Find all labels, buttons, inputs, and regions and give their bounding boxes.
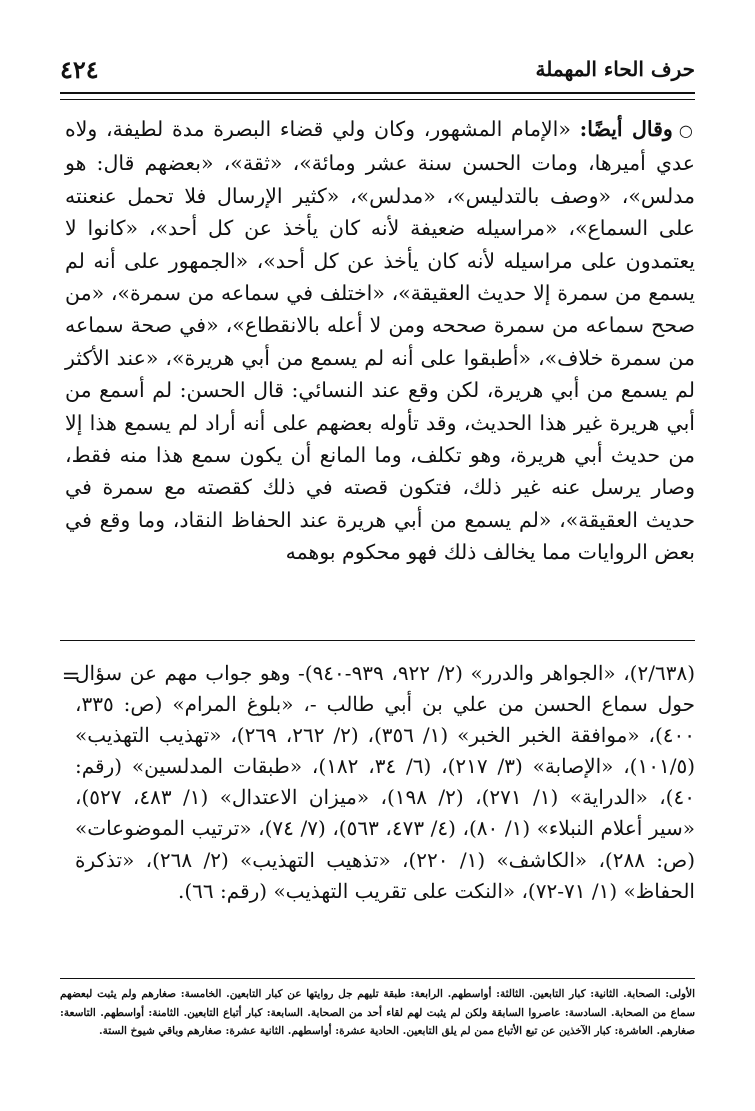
header-rule xyxy=(60,92,695,100)
footnote-separator xyxy=(60,640,695,641)
footnote-continuation-marker: = xyxy=(61,664,80,689)
footnote-text: (٢/٦٣٨)، «الجواهر والدرر» (٢/ ٩٢٢، ٩٣٩-٩٤٠)- وهو جواب مهم عن سؤال حول سماع الحسن من علي بن أبي طالب -، «بلوغ المرام» (ص: ٣٣٥، ٤٠٠)، «موافقة الخبر الخبر» (١/ ٣٥٦)، (٢/ ٢٦٢، ٢٦٩)، «تهذيب التهذيب» (١٠١/٥)، «الإصابة» (٣/ ٢١٧)، (٦/ ٣٤، ١٨٢)، «طبقات المدلسين» (رقم: ٤٠)، «الدراية» (١/ ٢٧١)، (٢/ ١٩٨)، «ميزان الاعتدال» (١/ ٤٨٣، ٥٢٧)، «سير أعلام النبلاء» (١/ ٨٠)، (٤/ ٤٧٣، ٥٦٣)، (٧/ ٧٤)، «ترتيب الموضوعات» (ص: ٢٨٨)، «الكاشف» (١/ ٢٢٠)، «تذهيب التهذيب» (٢/ ٢٦٨)، «تذكرة الحفاظ» (١/ ٧١-٧٢)، «النكت على تقريب التهذيب» (رقم: ٦٦). xyxy=(75,661,696,903)
entry-paragraph xyxy=(65,113,695,569)
bottom-separator xyxy=(60,978,695,979)
entry-lead: وقال أيضًا: xyxy=(579,117,673,141)
narrator-levels-note: الأولى: الصحابة. الثانية: كبار التابعين. الثالثة: أواسطهم. الرابعة: طبقة تليهم جل روايتها عن كبار التابعين. الخامسة: صغارهم ولم يثبت لبعضهم سماع من الصحابة. السادسة: عاصروا السابقة ولكن لم يثبت لهم لقاء أحد من الصحابة. السابعة: كبار أتباع التابعين. الثامنة: أواسطهم. التاسعة: صغارهم. العاشرة: كبار الآخذين عن تبع الأتباع ممن لم يلق التابعين. الحادية عشرة: أواسطهم. الثانية عشرة: صغارهم وباقي شيوخ الستة. xyxy=(60,988,695,1037)
running-header xyxy=(60,55,695,87)
bullet-icon: ○ xyxy=(678,121,695,140)
chapter-title: حرف الحاء المهملة xyxy=(535,57,695,81)
entry-text: «الإمام المشهور، وكان ولي قضاء البصرة مدة لطيفة، ولاه عدي أميرها، ومات الحسن سنة عشر ومائة»، «ثقة»، «بعضهم قال: هو مدلس»، «وصف بالتدليس»، «مدلس»، «كثير الإرسال فلا تحمل عنعنته على السماع»، «مراسيله ضعيفة لأنه كان يأخذ عن كل أحد»، «كانوا لا يعتمدون على مراسيله لأنه كان يأخذ عن كل أحد»، «الجمهور على أنه لم يسمع من سمرة إلا حديث العقيقة»، «اختلف في سماعه من سمرة»، «من صحح سماعه من سمرة صححه ومن لا أعله بالانقطاع»، «في صحة سماعه من سمرة خلاف»، «أطبقوا على أنه لم يسمع من أبي هريرة»، «عند الأكثر لم يسمع من أبي هريرة، لكن وقع عند النسائي: قال الحسن: لم أسمع من أبي هريرة غير هذا الحديث، وقد تأوله بعضهم على أنه أراد لم يسمع هذا إلا من حديث أبي هريرة، وهو تكلف، وما المانع أن يكون سمع هذا منه فقط، وصار يرسل عنه غير ذلك، فتكون قصته في ذلك كقصته مع سمرة في حديث العقيقة»، «لم يسمع من أبي هريرة عند الحفاظ النقاد، وما وقع في بعض الروايات مما يخالف ذلك فهو محكوم بوهمه xyxy=(65,117,695,565)
page-number: ٤٢٤ xyxy=(60,55,99,84)
